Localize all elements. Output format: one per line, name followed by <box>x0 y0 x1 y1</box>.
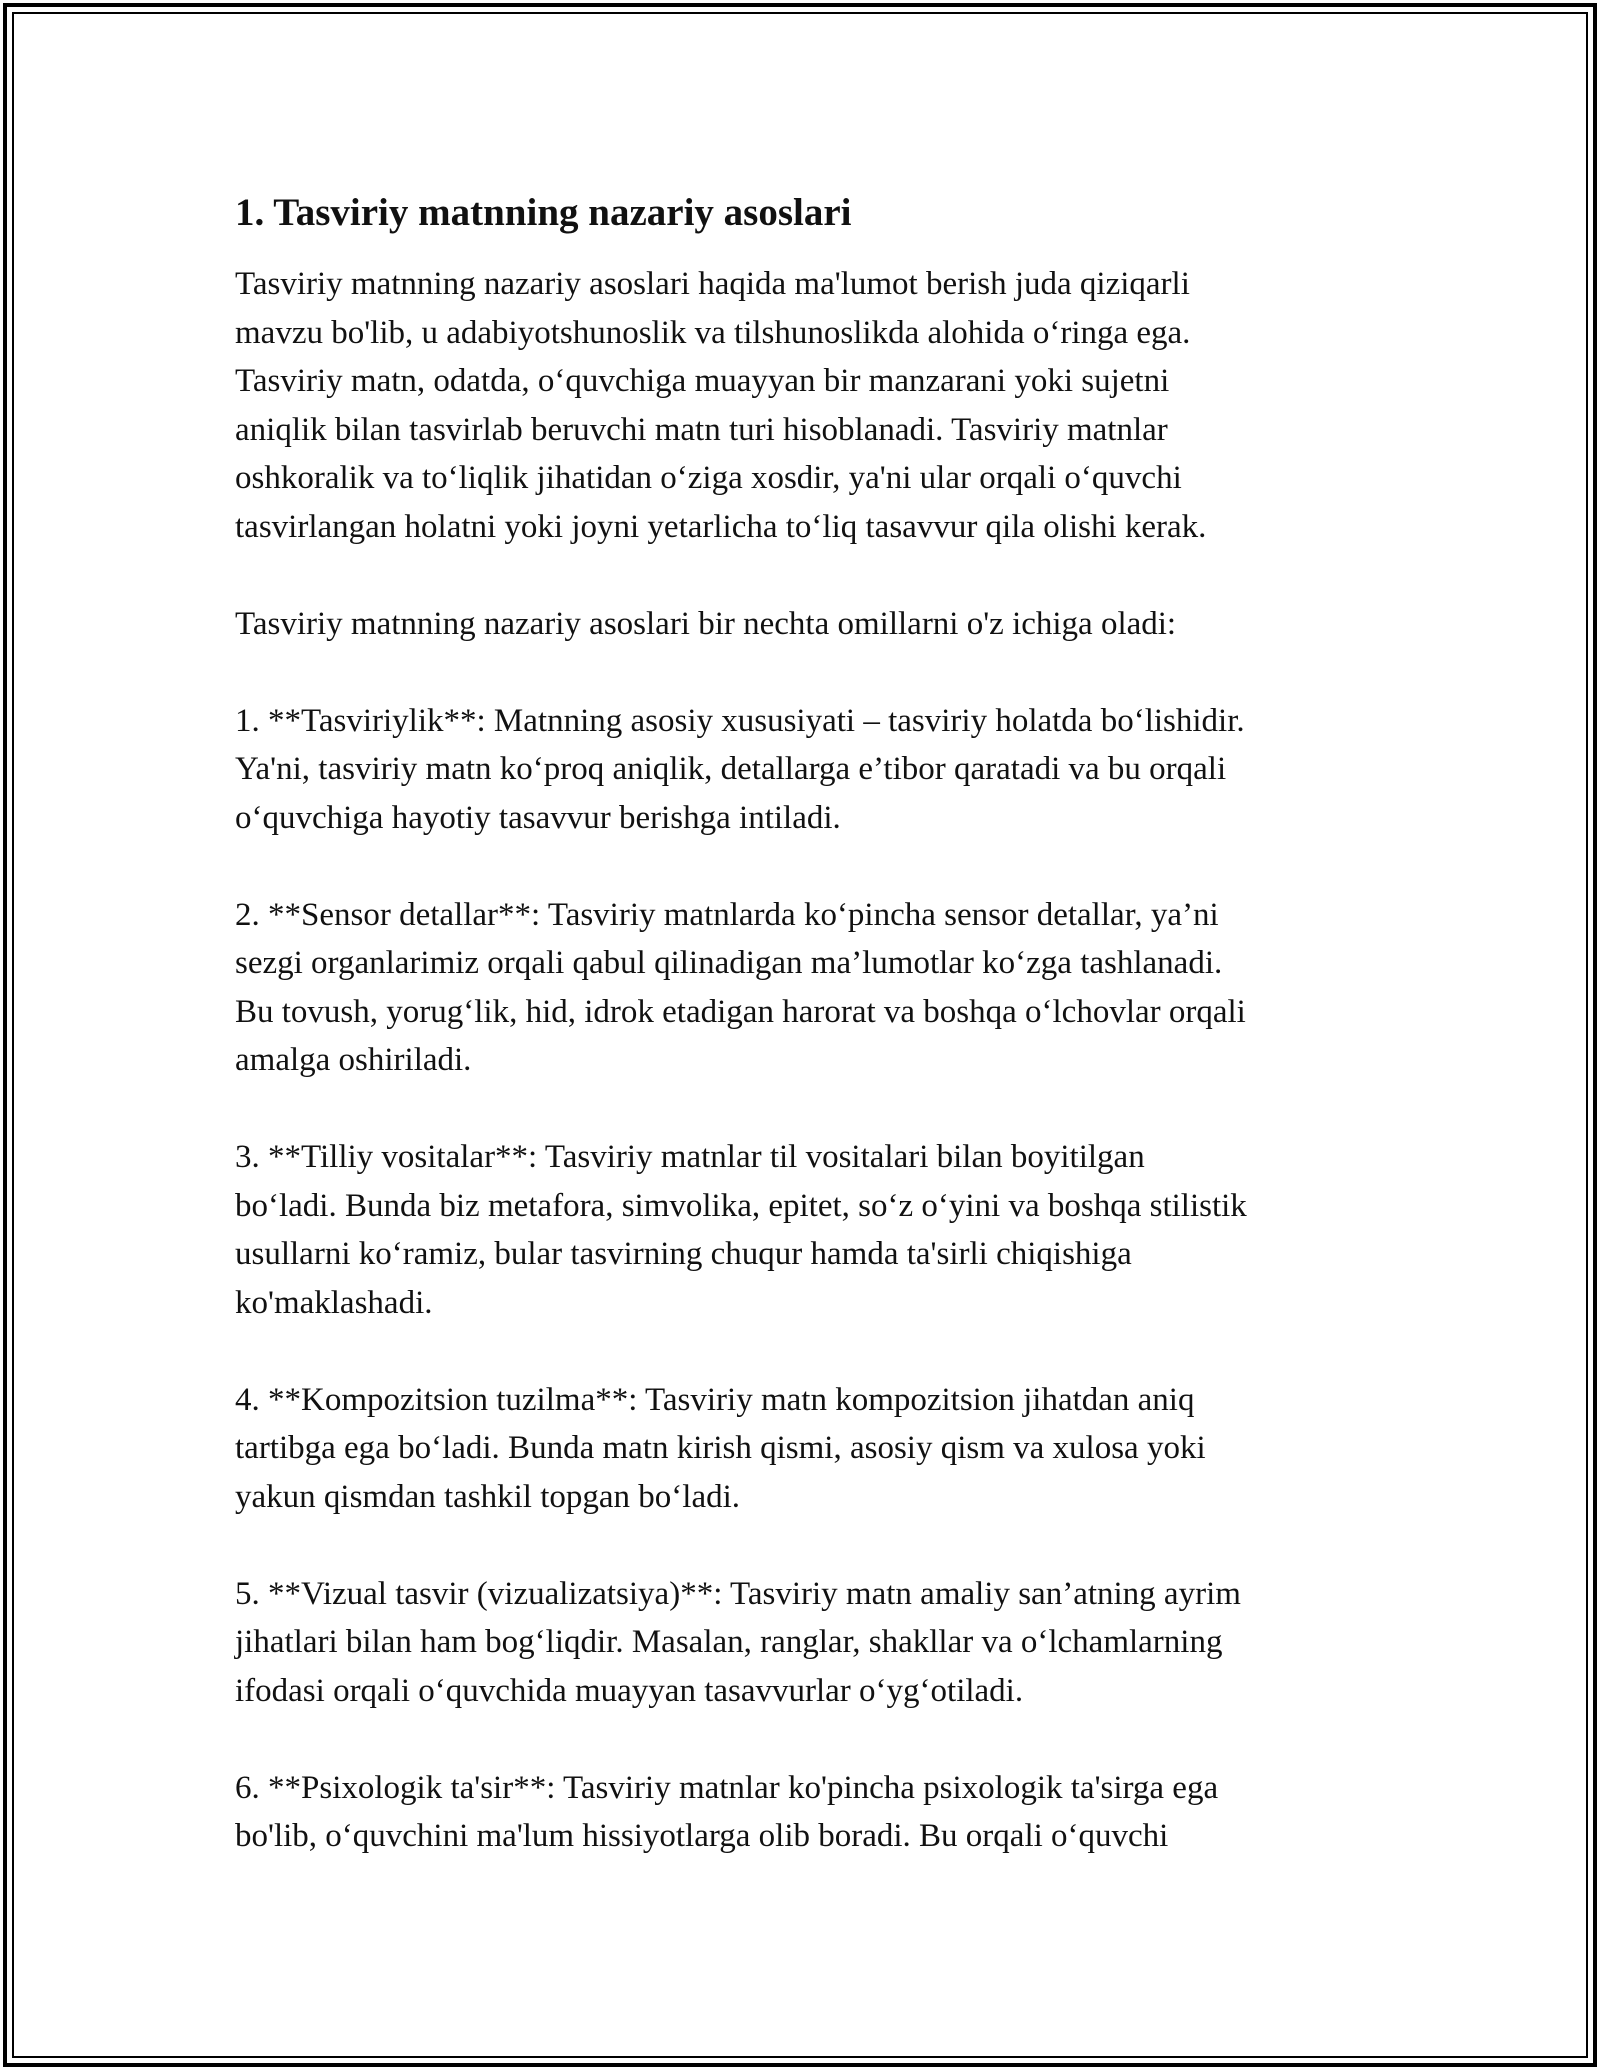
list-item-kompozitsion-tuzilma <box>235 1376 1375 1522</box>
list-intro-paragraph <box>235 600 1375 649</box>
text-line: Tasviriy matnning nazariy asoslari bir nechta omillarni o'z ichiga oladi: <box>235 605 1177 642</box>
list-item-psixologik-tasir <box>235 1764 1375 1861</box>
text-line: Tasviriy matn, odatda, o‘quvchiga muayyan bir manzarani yoki sujetni <box>235 363 1170 399</box>
text-line: tasvirlangan holatni yoki joyni yetarlicha to‘liq tasavvur qila olishi kerak. <box>235 508 1207 545</box>
text-line: Bu tovush, yorug‘lik, hid, idrok etadigan harorat va boshqa o‘lchovlar orqali <box>235 993 1246 1030</box>
section-heading: 1. Tasviriy matnning nazariy asoslari <box>235 191 852 234</box>
document-body <box>235 188 1375 1909</box>
text-line: mavzu bo'lib, u adabiyotshunoslik va tilshunoslikda alohida o‘ringa ega. <box>235 314 1191 351</box>
list-item-vizual-tasvir <box>235 1570 1375 1716</box>
text-line: ko'maklashadi. <box>235 1284 433 1321</box>
text-line: jihatlari bilan ham bog‘liqdir. Masalan, ranglar, shakllar va o‘lchamlarning <box>235 1624 1223 1660</box>
text-line: usullarni ko‘ramiz, bular tasvirning chuqur hamda ta'sirli chiqishiga <box>235 1236 1132 1272</box>
text-line: tartibga ega bo‘ladi. Bunda matn kirish qismi, asosiy qism va xulosa yoki <box>235 1430 1206 1466</box>
text-line: sezgi organlarimiz orqali qabul qilinadigan ma’lumotlar ko‘zga tashlanadi. <box>235 945 1223 981</box>
text-line: 6. **Psixologik ta'sir**: Tasviriy matnlar ko'pincha psixologik ta'sirga ega <box>235 1769 1219 1806</box>
list-item-sensor-detallar <box>235 891 1375 1085</box>
text-line: 2. **Sensor detallar**: Tasviriy matnlarda ko‘pincha sensor detallar, ya’ni <box>235 896 1219 933</box>
intro-paragraph <box>235 260 1375 551</box>
text-line: 1. **Tasviriylik**: Matnning asosiy xususiyati – tasviriy holatda bo‘lishidir. <box>235 702 1245 739</box>
list-item-tasviriylik <box>235 697 1375 843</box>
text-line: aniqlik bilan tasvirlab beruvchi matn turi hisoblanadi. Tasviriy matnlar <box>235 411 1168 448</box>
text-line: bo'lib, o‘quvchini ma'lum hissiyotlarga olib boradi. Bu orqali o‘quvchi <box>235 1818 1169 1854</box>
text-line: 5. **Vizual tasvir (vizualizatsiya)**: Tasviriy matn amaliy san’atning ayrim <box>235 1575 1241 1612</box>
text-line: oshkoralik va to‘liqlik jihatidan o‘ziga xosdir, ya'ni ular orqali o‘quvchi <box>235 460 1182 496</box>
text-line: Tasviriy matnning nazariy asoslari haqida ma'lumot berish juda qiziqarli <box>235 266 1190 302</box>
text-line: o‘quvchiga hayotiy tasavvur berishga intiladi. <box>235 799 841 836</box>
list-item-tilliy-vositalar <box>235 1133 1375 1327</box>
text-line: yakun qismdan tashkil topgan bo‘ladi. <box>235 1478 741 1515</box>
text-line: 4. **Kompozitsion tuzilma**: Tasviriy matn kompozitsion jihatdan aniq <box>235 1381 1195 1418</box>
text-line: Ya'ni, tasviriy matn ko‘proq aniqlik, detallarga e’tibor qaratadi va bu orqali <box>235 751 1227 787</box>
text-line: bo‘ladi. Bunda biz metafora, simvolika, epitet, so‘z o‘yini va boshqa stilistik <box>235 1187 1247 1224</box>
text-line: amalga oshiriladi. <box>235 1042 472 1078</box>
text-line: ifodasi orqali o‘quvchida muayyan tasavvurlar o‘yg‘otiladi. <box>235 1672 1024 1709</box>
text-line: 3. **Tilliy vositalar**: Tasviriy matnlar til vositalari bilan boyitilgan <box>235 1139 1145 1175</box>
